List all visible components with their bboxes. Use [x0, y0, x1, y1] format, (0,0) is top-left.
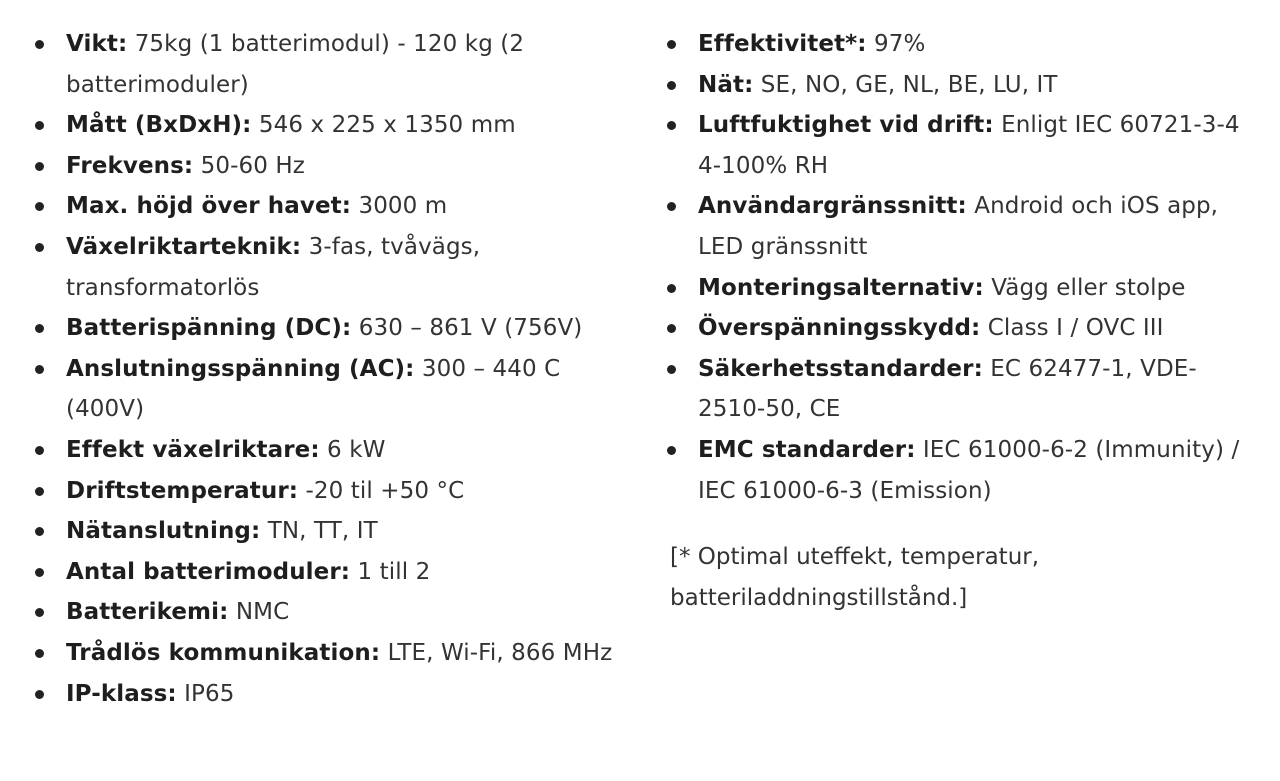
spec-value: NMC [228, 599, 290, 626]
bullet-icon [35, 487, 44, 496]
spec-item [30, 227, 620, 308]
bullet-icon [35, 446, 44, 455]
spec-label: Överspänningsskydd: [698, 315, 981, 342]
spec-label: Frekvens: [66, 152, 194, 179]
spec-label: Mått (BxDxH): [66, 112, 252, 139]
spec-item [30, 592, 620, 633]
left-spec-list [30, 24, 620, 714]
spec-item [30, 430, 620, 471]
spec-item [662, 430, 1262, 511]
spec-item [30, 471, 620, 512]
spec-value: Android och iOS app, LED gränssnitt [698, 193, 1219, 260]
spec-value: 1 till 2 [350, 558, 431, 585]
spec-label: Trådlös kommunikation: [66, 639, 381, 666]
spec-value: Vägg eller stolpe [983, 274, 1186, 301]
left-spec-column [30, 24, 620, 714]
spec-value: -20 til +50 °C [298, 477, 465, 504]
spec-item [30, 511, 620, 552]
spec-item [662, 105, 1262, 186]
spec-value: TN, TT, IT [260, 518, 378, 545]
spec-item [30, 349, 620, 430]
spec-item [30, 24, 620, 105]
bullet-icon [35, 649, 44, 658]
spec-value: IEC 61000-6-2 (Immunity) / IEC 61000-6-3 (Emission) [698, 436, 1240, 504]
spec-item [662, 349, 1262, 430]
spec-value: Enligt IEC 60721-3-4 4-100% RH [698, 112, 1240, 179]
bullet-icon [667, 202, 676, 211]
spec-item [30, 105, 620, 146]
footnote: [* Optimal uteffekt, temperatur, batteriladdningstillstånd.] [670, 544, 1040, 611]
bullet-icon [35, 568, 44, 577]
spec-label: Monteringsalternativ: [698, 274, 984, 301]
bullet-icon [35, 527, 44, 536]
spec-label: Luftfuktighet vid drift: [698, 112, 994, 139]
spec-value: EC 62477-1, VDE-2510-50, CE [698, 355, 1197, 423]
spec-item [30, 186, 620, 227]
spec-value: LTE, Wi-Fi, 866 MHz [380, 639, 613, 666]
spec-value: 3-fas, tvåvägs, transformatorlös [66, 233, 481, 301]
spec-value: 6 kW [319, 436, 386, 463]
spec-label: EMC standarder: [698, 436, 916, 463]
spec-value: 97% [866, 31, 926, 57]
spec-label: Anslutningsspänning (AC): [66, 355, 415, 382]
bullet-icon [667, 81, 676, 90]
bullet-icon [35, 608, 44, 617]
spec-item [30, 146, 620, 187]
bullet-icon [667, 446, 676, 455]
spec-item [662, 65, 1262, 106]
bullet-icon [35, 324, 44, 333]
spec-item [662, 24, 1262, 65]
bullet-icon [667, 40, 676, 49]
spec-value: Class I / OVC III [980, 315, 1164, 342]
bullet-icon [35, 162, 44, 171]
right-spec-column [662, 24, 1262, 618]
right-spec-list [662, 24, 1262, 511]
spec-label: Max. höjd över havet: [66, 193, 352, 220]
spec-label: Nät: [698, 71, 754, 98]
bullet-icon [667, 365, 676, 374]
bullet-icon [35, 202, 44, 211]
spec-label: Effektivitet*: [698, 31, 867, 57]
spec-label: Batterikemi: [66, 599, 229, 626]
spec-label: Nätanslutning: [66, 518, 261, 545]
bullet-icon [667, 284, 676, 293]
spec-label: Effekt växelriktare: [66, 436, 320, 463]
bullet-icon [35, 40, 44, 49]
bullet-icon [35, 365, 44, 374]
spec-item [30, 308, 620, 349]
bullet-icon [35, 243, 44, 252]
spec-value: 50-60 Hz [193, 152, 305, 179]
spec-item [30, 674, 620, 715]
bullet-icon [667, 324, 676, 333]
bullet-icon [35, 121, 44, 130]
spec-item [662, 186, 1262, 267]
spec-label: Batterispänning (DC): [66, 315, 352, 342]
spec-label: Växelriktarteknik: [66, 233, 302, 260]
spec-value: 630 – 861 V (756V) [351, 315, 583, 342]
spec-label: Användargränssnitt: [698, 193, 967, 220]
spec-label: Antal batterimoduler: [66, 558, 351, 585]
spec-value: IP65 [176, 680, 235, 707]
spec-value: 546 x 225 x 1350 mm [251, 112, 516, 139]
spec-value: 300 – 440 C (400V) [66, 355, 561, 423]
spec-label: Säkerhetsstandarder: [698, 355, 983, 382]
spec-value: SE, NO, GE, NL, BE, LU, IT [753, 71, 1058, 98]
spec-label: IP-klass: [66, 680, 177, 707]
spec-label: Driftstemperatur: [66, 477, 299, 504]
spec-value: 3000 m [351, 193, 448, 220]
spec-value: 75kg (1 batterimodul) - 120 kg (2 batterimoduler) [66, 31, 525, 98]
spec-label: Vikt: [66, 31, 128, 57]
spec-item [662, 268, 1262, 309]
spec-item [30, 552, 620, 593]
spec-item [662, 308, 1262, 349]
bullet-icon [667, 121, 676, 130]
spec-item [30, 633, 620, 674]
bullet-icon [35, 690, 44, 699]
